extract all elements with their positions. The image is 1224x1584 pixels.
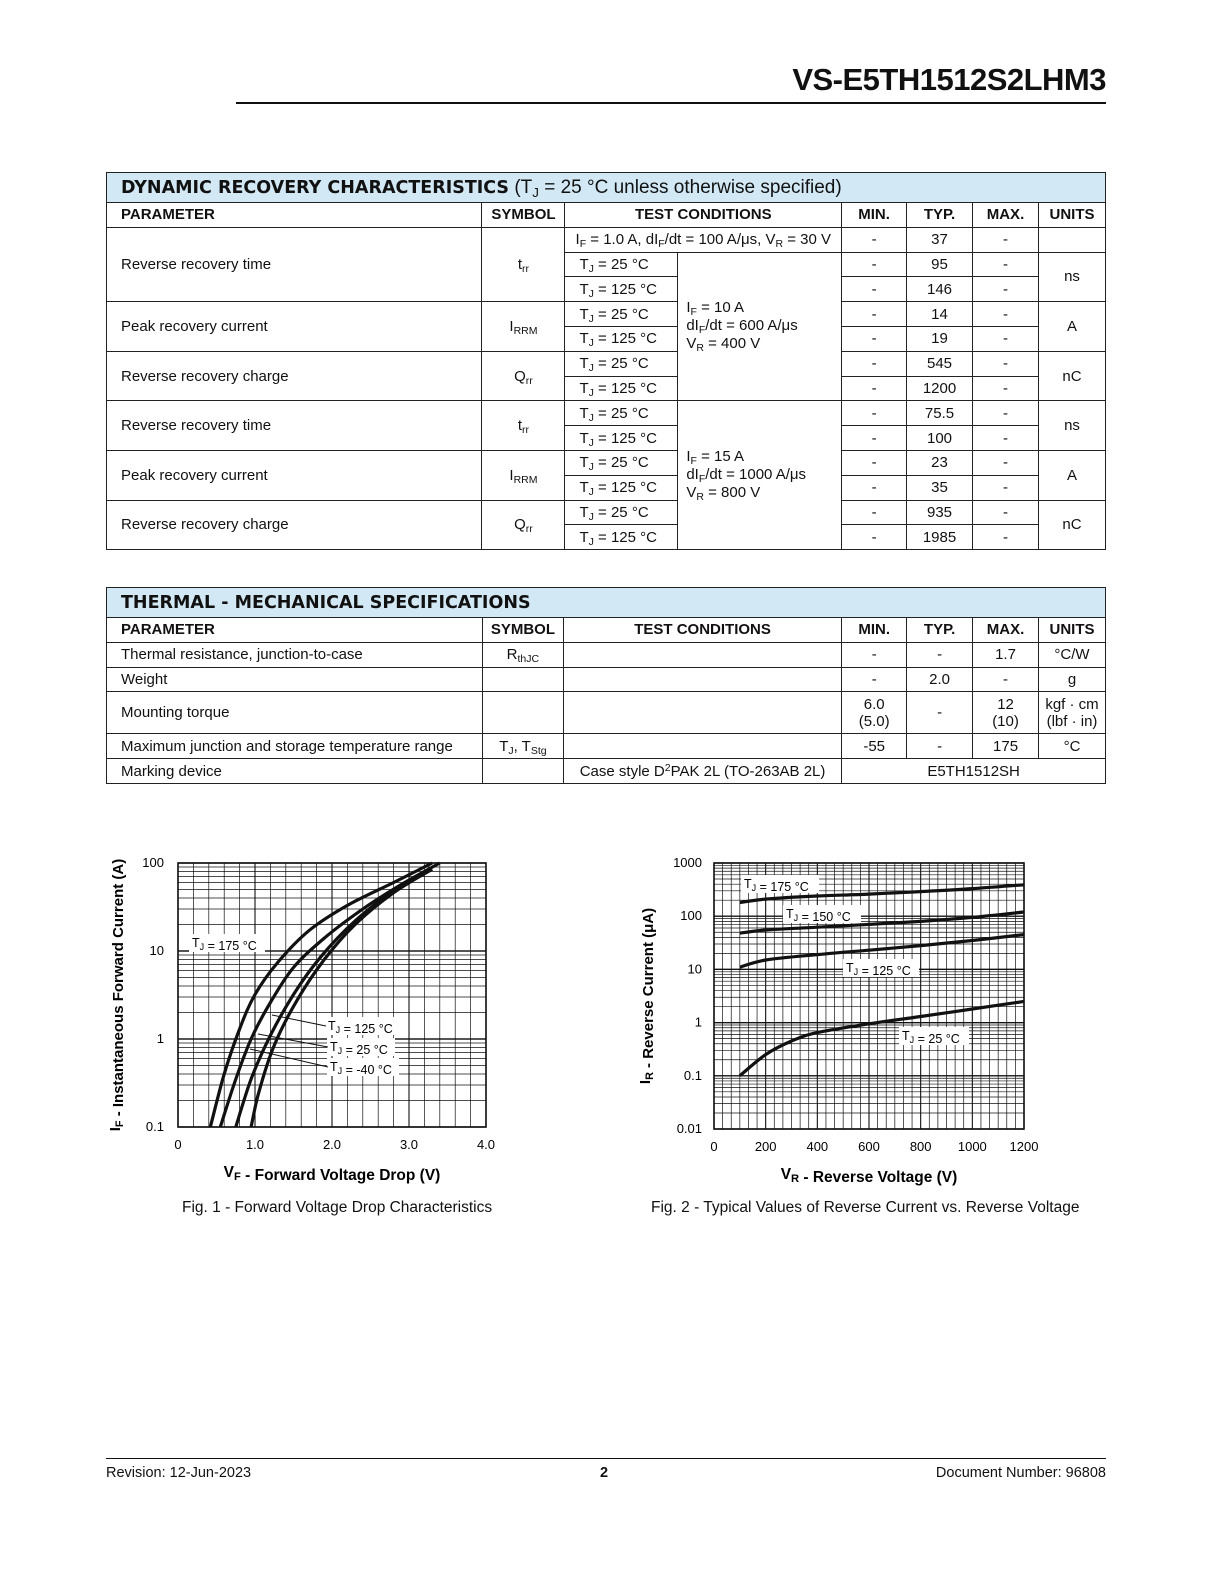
units-cell: °C [1039,734,1106,759]
series-label: $T_J = 150$ °C [786,907,851,924]
y-tick-label: 1000 [673,855,702,870]
typ-cell: 23 [907,450,973,475]
min-cell: - [842,252,907,277]
tj-cell: $T_J = 125$ °C [565,475,678,500]
col-header: TEST CONDITIONS [563,618,841,643]
tj-cell: $T_J = 25$ °C [565,401,678,426]
units-cell: °C/W [1039,642,1106,667]
thermal-mechanical-table [106,587,1106,784]
footer-rule [106,1458,1106,1459]
figure-2-caption: Fig. 2 - Typical Values of Reverse Current vs. Reverse Voltage [651,1199,1080,1216]
tj-cell: $T_J = 25$ °C [565,351,678,376]
param-cell: Peak recovery current [107,450,482,500]
condition-cell [563,642,841,667]
symbol-cell: $R_{thJC}$ [482,642,563,667]
units-cell: ns [1038,401,1105,451]
series-line [236,869,432,1127]
series-label: $T_J = 125$ °C [846,961,911,978]
col-header: TEST CONDITIONS [565,203,842,228]
y-tick-label: 0.1 [145,1119,164,1134]
param-cell: Reverse recovery charge [107,351,482,401]
table-condition: ($T_J = 25$ °C unless otherwise specified) [509,176,842,200]
col-header: MIN. [842,203,907,228]
symbol-cell: $Q_{rr}$ [482,351,565,401]
min-cell: - [842,401,907,426]
header-rule [236,102,1106,104]
x-tick-label: 2.0 [322,1137,342,1152]
x-axis-label: VF - Forward Voltage Drop (V) [223,1164,441,1184]
x-tick-label: 3.0 [399,1137,419,1152]
x-tick-label: 4.0 [476,1137,496,1152]
x-tick-label: 800 [909,1139,932,1154]
symbol-cell: $I_{RRM}$ [482,302,565,352]
x-axis-label: VR - Reverse Voltage (V) [780,1166,958,1186]
condition-cell [563,667,841,692]
col-header: SYMBOL [482,203,565,228]
units-cell: nC [1038,351,1105,401]
series-label: $T_J = 25$ °C [330,1040,388,1057]
col-header: UNITS [1039,618,1106,643]
tj-cell: $T_J = 125$ °C [565,426,678,451]
symbol-cell: $T_J$, $T_{Stg}$ [482,734,563,759]
series-line [740,912,1024,933]
table-row [107,351,1106,376]
table-banner [107,173,1106,203]
typ-cell: 100 [907,426,973,451]
table-row [107,667,1106,692]
param-cell: Peak recovery current [107,302,482,352]
condition-cell: $I_F = 1.0$ A, $dI_F/dt = 100$ A/μs, $V_R = 30$ V [565,227,842,252]
typ-cell: 35 [907,475,973,500]
typ-cell: - [907,642,973,667]
footer-revision: Revision: 12-Jun-2023 [106,1465,252,1481]
param-cell: Marking device [107,759,483,784]
min-cell: - [842,500,907,525]
units-cell: A [1038,302,1105,352]
table-header-row [107,618,1106,643]
units-cell: ns [1038,252,1105,302]
param-cell: Weight [107,667,483,692]
max-cell: - [973,475,1039,500]
symbol-cell: $t_{rr}$ [482,401,565,451]
y-tick-label: 1 [694,1014,702,1030]
y-tick-label: 0.1 [683,1067,702,1083]
col-header: MAX. [973,618,1039,643]
marking-value: E5TH1512SH [842,759,1106,784]
table-row [107,227,1106,252]
y-tick-label: 100 [142,855,164,870]
x-tick-label: 1000 [957,1139,987,1154]
max-cell: - [973,426,1039,451]
typ-cell: 2.0 [907,667,973,692]
tj-cell: $T_J = 125$ °C [565,525,678,550]
tj-cell: $T_J = 25$ °C [565,450,678,475]
units-cell [1038,227,1105,252]
typ-cell: - [907,692,973,734]
table-row [107,401,1106,426]
condition-group-1: $I_F = 10$ A $dI_F/dt = 600$ A/μs $V_R = 400$ V [678,252,842,401]
series-label: $T_J = 125$ °C [328,1019,393,1036]
min-cell: 6.0 (5.0) [842,692,907,734]
tj-cell: $T_J = 25$ °C [565,302,678,327]
max-cell: 12 (10) [973,692,1039,734]
part-number: VS-E5TH1512S2LHM3 [792,62,1106,97]
param-cell: Thermal resistance, junction-to-case [107,642,483,667]
col-header: PARAMETER [107,203,482,228]
min-cell: - [842,277,907,302]
min-cell: - [842,450,907,475]
min-cell: - [842,376,907,401]
symbol-cell [482,759,563,784]
min-cell: - [842,302,907,327]
col-header: TYP. [907,618,973,643]
max-cell: - [973,500,1039,525]
param-cell: Mounting torque [107,692,483,734]
min-cell: - [842,667,907,692]
typ-cell: - [907,734,973,759]
table-row [107,302,1106,327]
col-header: MAX. [973,203,1039,228]
table-row [107,734,1106,759]
max-cell: - [973,450,1039,475]
symbol-cell: $Q_{rr}$ [482,500,565,550]
col-header: SYMBOL [482,618,563,643]
symbol-cell: $I_{RRM}$ [482,450,565,500]
x-tick-label: 0 [174,1137,182,1152]
min-cell: - [842,227,907,252]
max-cell: - [973,667,1039,692]
max-cell: 175 [973,734,1039,759]
typ-cell: 37 [907,227,973,252]
max-cell: - [973,277,1039,302]
table-row [107,642,1106,667]
table-title: THERMAL - MECHANICAL SPECIFICATIONS [121,592,531,613]
typ-cell: 545 [907,351,973,376]
table-title: DYNAMIC RECOVERY CHARACTERISTICS [121,177,510,198]
y-tick-label: 100 [680,908,702,924]
table-header-row [107,203,1106,228]
typ-cell: 95 [907,252,973,277]
series-label: $T_J = 175$ °C [744,877,809,894]
tj-cell: $T_J = 25$ °C [565,500,678,525]
y-tick-label: 10 [149,943,164,958]
series-line [210,863,432,1127]
tj-cell: $T_J = 25$ °C [565,252,678,277]
y-tick-label: 0.01 [676,1121,702,1136]
condition-cell [563,692,841,734]
units-cell: nC [1038,500,1105,550]
min-cell: - [842,351,907,376]
series-label: $T_J = 25$ °C [902,1029,960,1046]
units-cell: kgf · cm (lbf · in) [1039,692,1106,734]
min-cell: - [842,642,907,667]
symbol-cell [482,692,563,734]
y-axis-label: $I_R$ - Reverse Current (μA) [637,907,657,1085]
min-cell: - [842,326,907,351]
series-label: $T_J = 175$ °C [192,936,257,953]
table-banner [107,588,1106,618]
col-header: PARAMETER [107,618,483,643]
x-tick-label: 400 [806,1139,829,1154]
x-tick-label: 1200 [1009,1139,1039,1154]
condition-cell: Case style $D^2PAK$ 2L (TO-263AB 2L) [563,759,841,784]
table-row [107,450,1106,475]
table-row [107,759,1106,784]
table-row [107,500,1106,525]
param-cell: Reverse recovery charge [107,500,482,550]
series-label: $T_J = -40$ °C [330,1060,392,1077]
y-tick-label: 10 [687,961,702,977]
max-cell: 1.7 [973,642,1039,667]
tj-cell: $T_J = 125$ °C [565,326,678,351]
max-cell: - [973,376,1039,401]
typ-cell: 146 [907,277,973,302]
figure-1-caption: Fig. 1 - Forward Voltage Drop Characteristics [182,1199,493,1216]
table-row [107,692,1106,734]
col-header: UNITS [1038,203,1105,228]
tj-cell: $T_J = 125$ °C [565,277,678,302]
x-tick-label: 0 [710,1139,718,1154]
typ-cell: 75.5 [907,401,973,426]
forward-voltage-chart [100,845,520,1190]
param-cell: Maximum junction and storage temperature range [107,734,483,759]
dynamic-recovery-table [106,172,1106,550]
max-cell: - [973,227,1039,252]
typ-cell: 19 [907,326,973,351]
units-cell: g [1039,667,1106,692]
min-cell: - [842,475,907,500]
typ-cell: 1985 [907,525,973,550]
col-header: MIN. [842,618,907,643]
units-cell: A [1038,450,1105,500]
max-cell: - [973,252,1039,277]
condition-cell [563,734,841,759]
max-cell: - [973,525,1039,550]
param-cell: Reverse recovery time [107,401,482,451]
symbol-cell [482,667,563,692]
min-cell: -55 [842,734,907,759]
max-cell: - [973,401,1039,426]
reverse-current-chart [628,845,1048,1190]
col-header: TYP. [907,203,973,228]
param-cell: Reverse recovery time [107,227,482,301]
typ-cell: 935 [907,500,973,525]
symbol-cell: $t_{rr}$ [482,227,565,301]
y-tick-label: 1 [156,1031,164,1046]
x-tick-label: 600 [858,1139,880,1154]
x-tick-label: 200 [754,1139,777,1154]
min-cell: - [842,426,907,451]
footer-document-number: Document Number: 96808 [935,1465,1106,1481]
max-cell: - [973,351,1039,376]
x-tick-label: 1.0 [245,1137,265,1152]
max-cell: - [973,302,1039,327]
typ-cell: 1200 [907,376,973,401]
tj-cell: $T_J = 125$ °C [565,376,678,401]
y-axis-label: $I_F$ - Instantaneous Forward Current (A) [107,858,127,1132]
max-cell: - [973,326,1039,351]
page-number: 2 [600,1465,609,1481]
typ-cell: 14 [907,302,973,327]
min-cell: - [842,525,907,550]
condition-group-2: $I_F = 15$ A $dI_F/dt = 1000$ A/μs $V_R = 800$ V [678,401,842,550]
